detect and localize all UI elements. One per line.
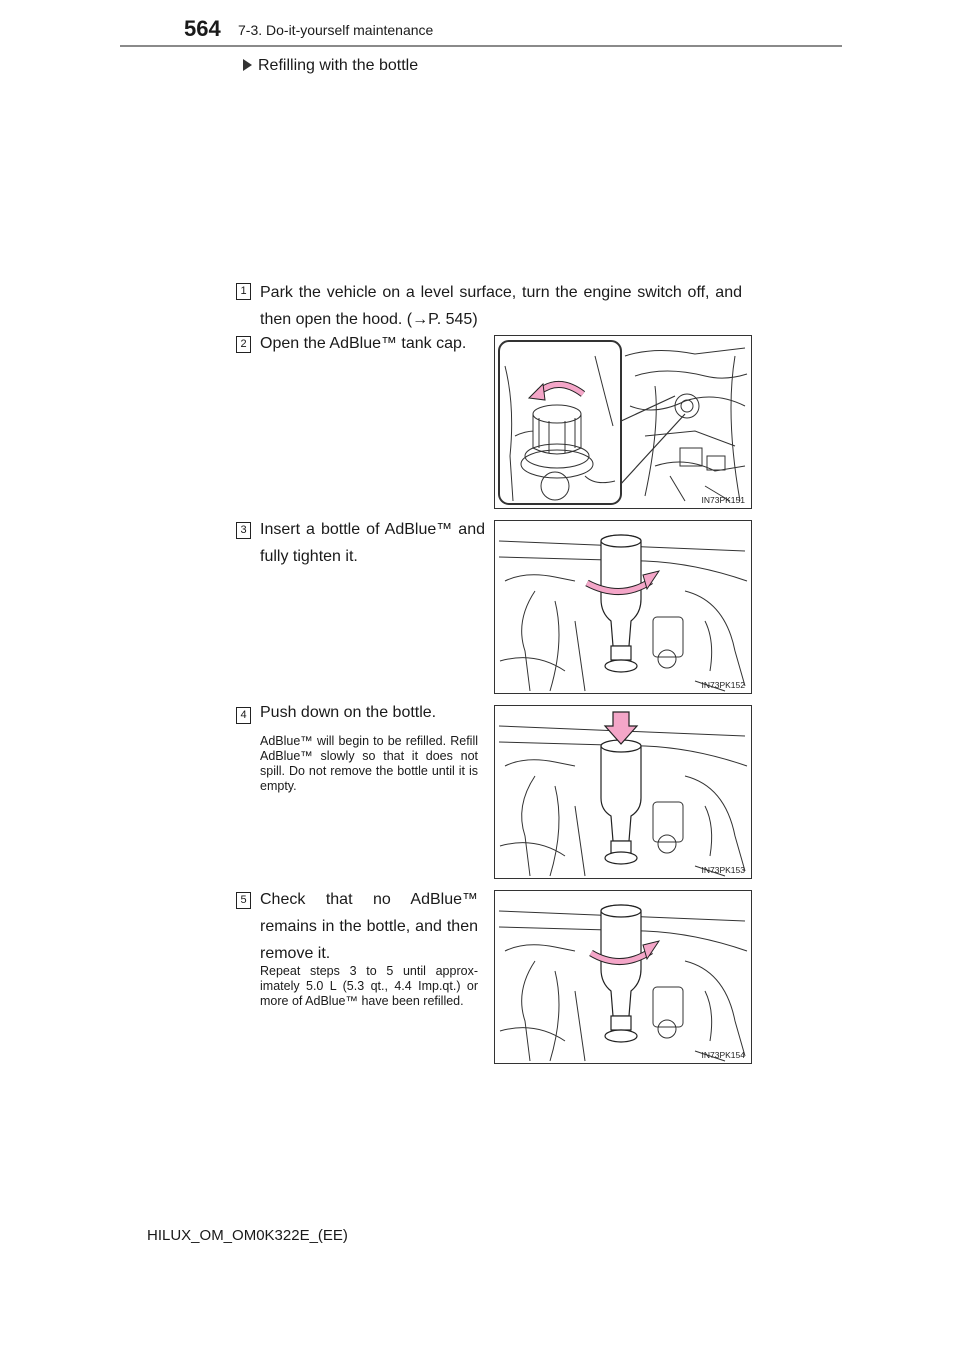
step-number-3: 3 [236,522,251,539]
step-number-2: 2 [236,336,251,353]
triangle-bullet-icon [243,59,252,71]
page-number: 564 [184,16,221,41]
subheading-text: Refilling with the bottle [258,57,419,74]
step-5-note: Repeat steps 3 to 5 until approx-imately 5.0 L (5.3 qt., 4.4 Imp.qt.) or more of AdBlue™ have been refilled. [260,964,478,1008]
step-4-text: Push down on the bottle. [260,704,437,721]
figure-insert-bottle [494,520,752,694]
figure-open-tank-cap [494,335,752,509]
step-4-note: AdBlue™ will begin to be refilled. Refill AdBlue™ slowly so that it does not spill. Do not remove the bottle until it is empty. [260,734,478,793]
header-divider [120,45,842,47]
bottle-insert-illustration [495,521,751,693]
figure-code: IN73PK153 [701,865,745,875]
bottle-remove-illustration [495,891,751,1063]
step-2-text: Open the AdBlue™ tank cap. [260,335,467,352]
figure-code: IN73PK152 [701,680,745,690]
figure-push-bottle [494,705,752,879]
figure-remove-bottle [494,890,752,1064]
step-3-text: Insert a bottle of AdBlue™ and fully tighten it. [260,521,485,565]
bottle-push-illustration [495,706,751,878]
step-number-4: 4 [236,707,251,724]
step-5-text: Check that no AdBlue™ remains in the bottle, and then remove it. [260,891,478,962]
step-number-1: 1 [236,283,251,300]
step-number-5: 5 [236,892,251,909]
document-code-footer: HILUX_OM_OM0K322E_(EE) [147,1227,348,1244]
figure-code: IN73PK151 [701,495,745,505]
section-title: 7-3. Do-it-yourself maintenance [238,22,434,38]
step-1-text: Park the vehicle on a level surface, turn the engine switch off, and then open the hood. (→P. 545) [260,284,742,328]
figure-code: IN73PK154 [701,1050,745,1060]
subheading [243,57,418,75]
engine-bay-illustration [495,336,751,508]
